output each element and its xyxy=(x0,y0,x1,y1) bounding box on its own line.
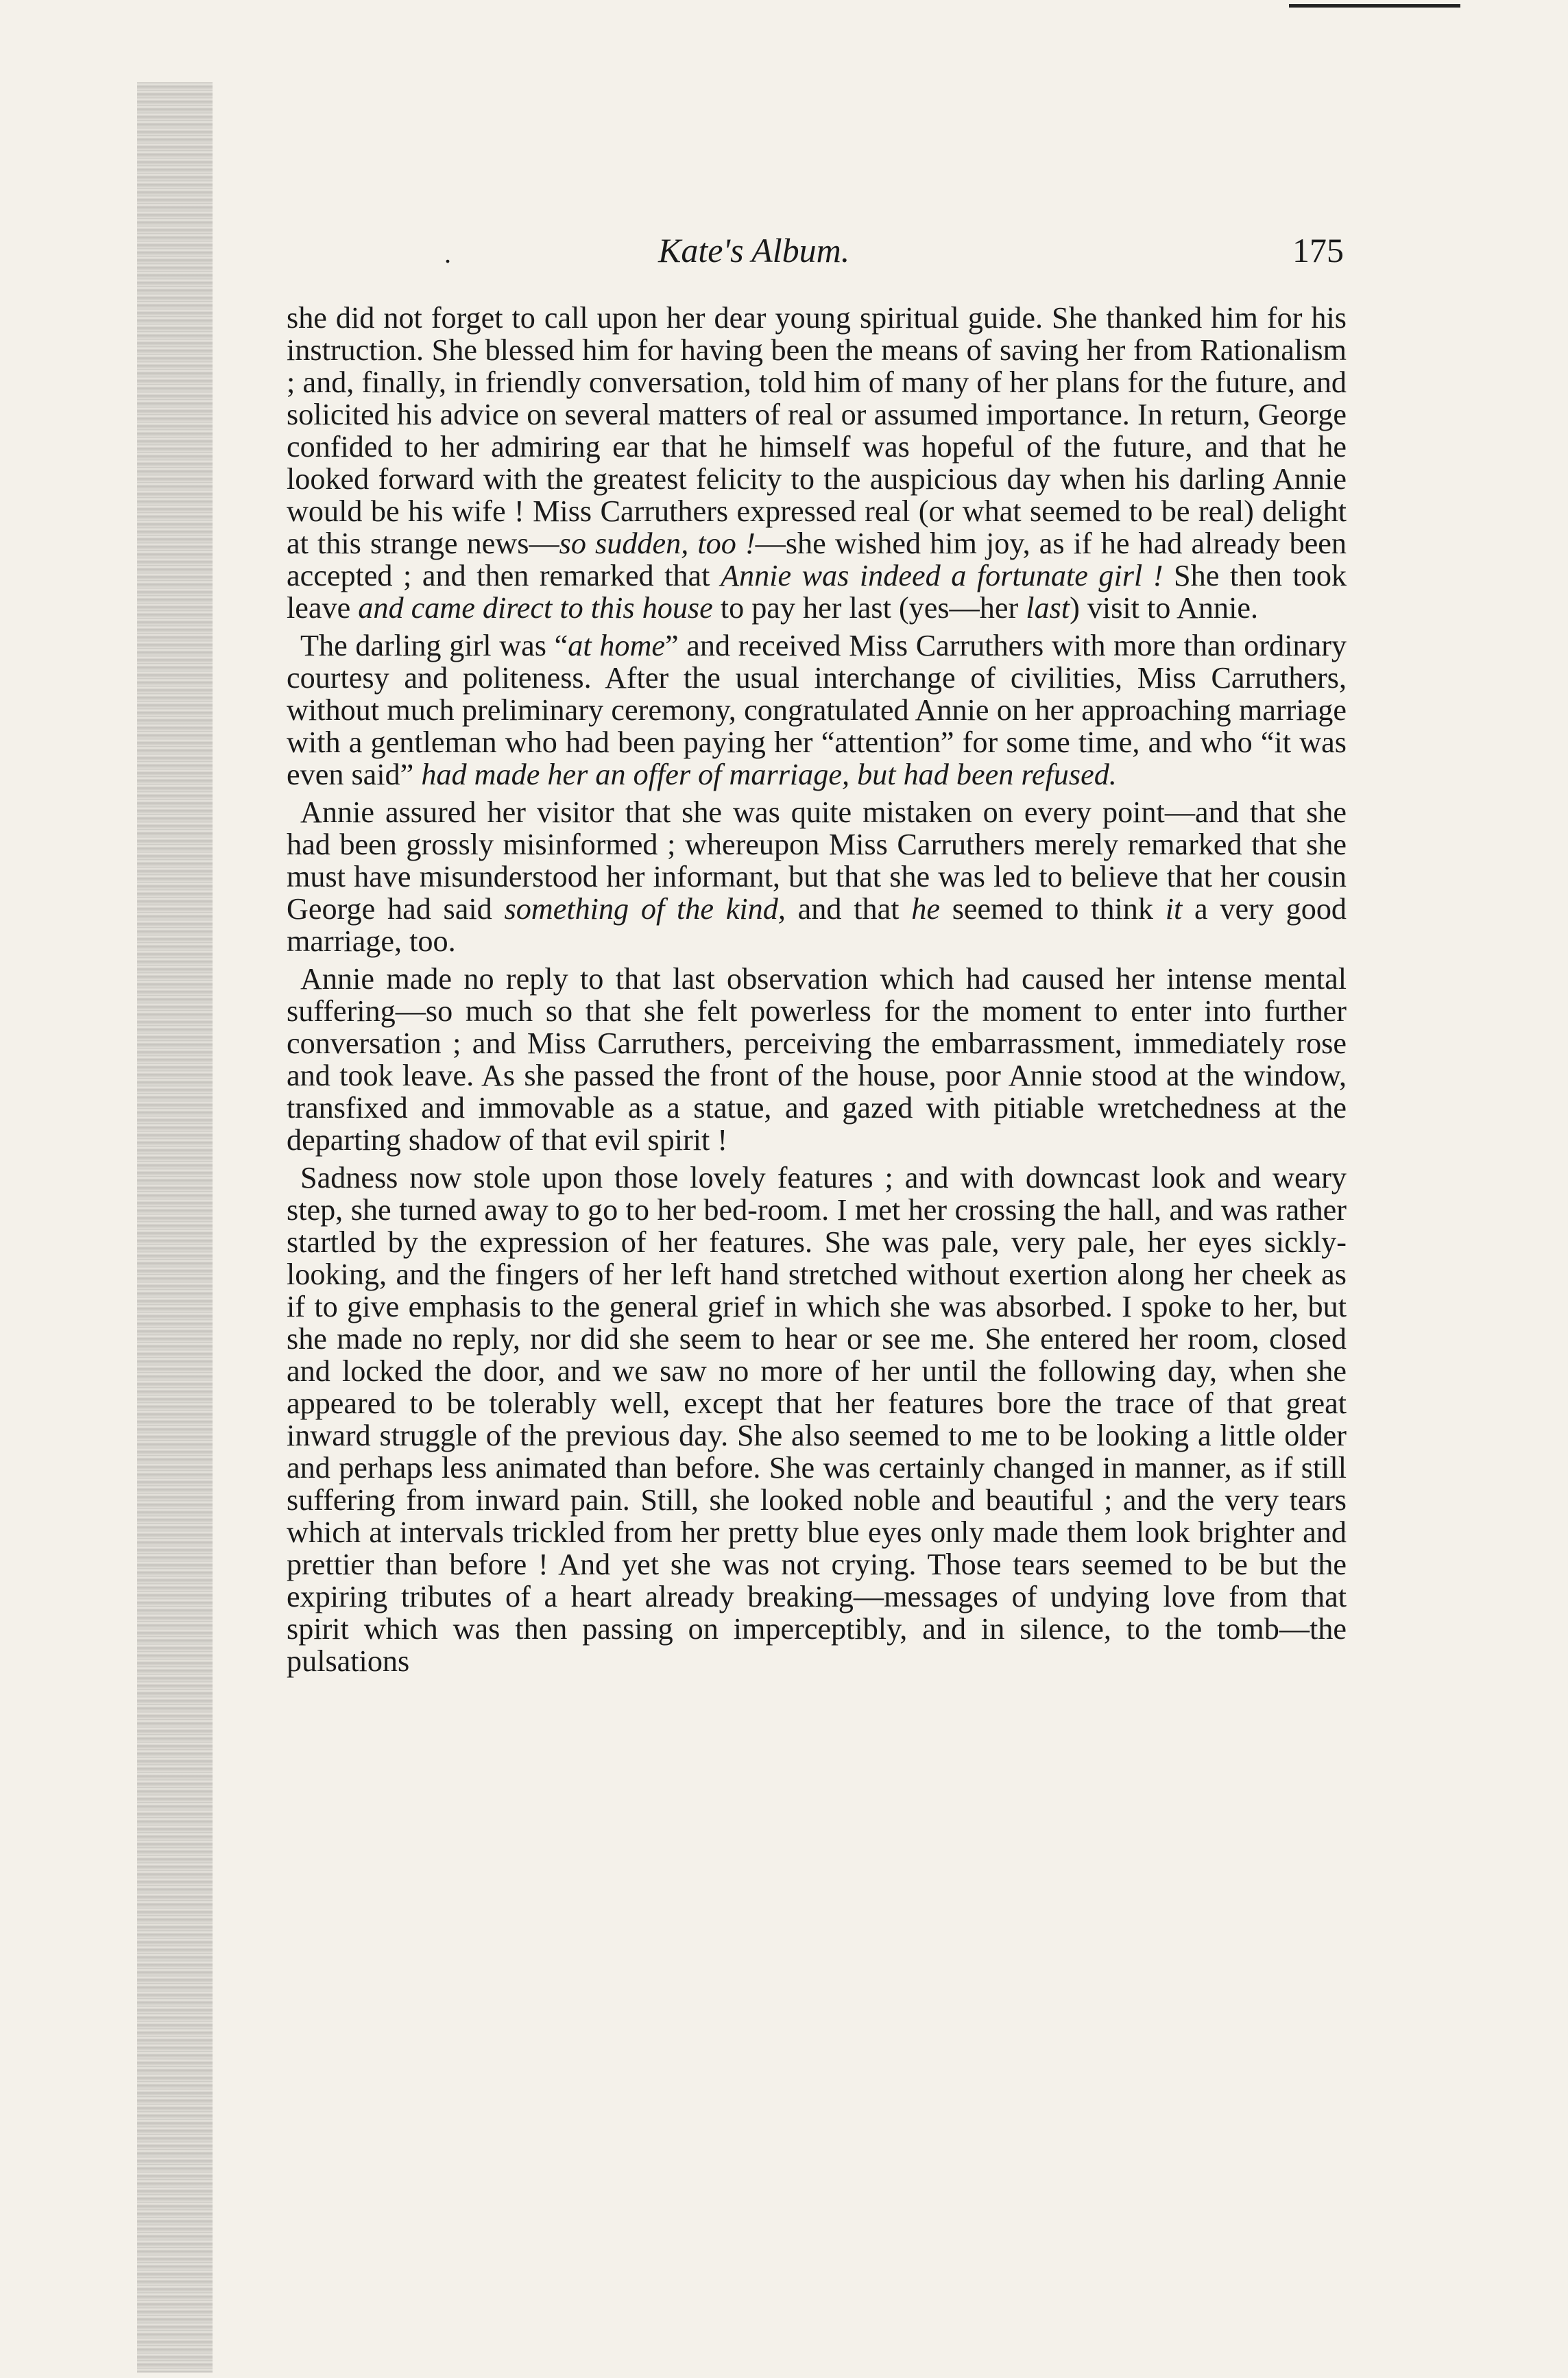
text-run: she did not forget to call upon her dear young spiritual guide. She thanked him for his instruction. She blessed him for having been the means of saving her from Rationalism ; and, finally, in friendly conversation, told him of many of her plans for the future, and solicited his advice on several matters of real or assumed importance. In return, George confided to her admiring ear that he himself was hopeful of the future, and that he looked forward with the greatest felicity to the auspicious day when his darling Annie would be his wife ! Miss Carruthers expressed real (or what seemed to be real) delight at this strange news— xyxy=(287,301,1347,560)
paragraph xyxy=(287,963,1347,1156)
italic-run: at home xyxy=(568,629,666,662)
italic-run: something of the kind, xyxy=(504,892,786,926)
header-marker: . xyxy=(444,238,451,269)
italic-run: he xyxy=(911,892,940,926)
paragraph xyxy=(287,796,1347,957)
text-run: a very good marriage, too. xyxy=(287,892,1347,958)
text-run: Sadness now stole upon those lovely features ; and with downcast look and weary step, she turned away to go to her bed-room. I met her crossing the hall, and was rather startled by the expression of her features. She was pale, very pale, her eyes sickly-looking, and the fingers of her left hand stretched without exertion along her cheek as if to give emphasis to the general grief in which she was absorbed. I spoke to her, but she made no reply, nor did she seem to hear or see me. She entered her room, closed and locked the door, and we saw no more of her until the following day, when she appeared to be tolerably well, except that her features bore the trace of that great inward struggle of the previous day. She also seemed to me to be looking a little older and perhaps less animated than before. She was certainly changed in manner, as if still suffering from inward pain. Still, she looked noble and beautiful ; and the very tears which at intervals trickled from her pretty blue eyes only made them look brighter and prettier than before ! And yet she was not crying. Those tears seemed to be but the expiring tributes of a heart already breaking—messages of undying love from that spirit which was then passing on imperceptibly, and in silence, to the tomb—the pulsations xyxy=(287,1161,1347,1678)
text-run: She then took leave xyxy=(287,559,1347,625)
text-run: Annie assured her visitor that she was quite mistaken on every point—and that she had been grossly misinformed ; whereupon Miss Carruthers merely remarked that she must have misunderstood her informant, but that she was led to believe that her cousin George had said xyxy=(287,795,1347,926)
running-title: Kate's Album. xyxy=(658,231,850,269)
italic-run: so sudden, too ! xyxy=(559,527,756,560)
text-run: Annie made no reply to that last observation which had caused her intense mental suffering—so much so that she felt powerless for the moment to enter into further conversation ; and Miss Carruthers, perceiving the embarrassment, immediately rose and took leave. As she passed the front of the house, poor Annie stood at the window, transfixed and immovable as a statue, and gazed with pitiable wretchedness at the departing shadow of that evil spirit ! xyxy=(287,962,1347,1157)
text-run: to pay her last (yes—her xyxy=(712,591,1026,625)
body-text xyxy=(287,302,1347,2352)
italic-run: last xyxy=(1026,591,1070,625)
text-run: The darling girl was “ xyxy=(300,629,568,662)
paragraph xyxy=(287,302,1347,624)
italic-run: had made her an offer of marriage, but had been refused. xyxy=(421,758,1117,791)
text-run: —she wished him joy, as if he had already been accepted ; and then remarked that xyxy=(287,527,1347,592)
top-rule xyxy=(1289,4,1460,8)
text-run: seemed to think xyxy=(939,892,1166,926)
text-run: and that xyxy=(785,892,912,926)
italic-run: and came direct to this house xyxy=(358,591,713,625)
text-run: ” and received Miss Carruthers with more than ordinary courtesy and politeness. After the usual interchange of civilities, Miss Carruthers, without much preliminary ceremony, congratulated Annie on her approaching marriage with a gentleman who had been paying her “attention” for some time, and who “it was even said” xyxy=(287,629,1347,791)
page-header xyxy=(288,230,1344,278)
page-number: 175 xyxy=(1292,231,1344,269)
italic-run: it xyxy=(1165,892,1183,926)
paragraph xyxy=(287,1162,1347,1677)
italic-run: Annie was indeed a fortunate girl ! xyxy=(720,559,1163,592)
scan-binding-edge xyxy=(137,82,213,2373)
text-run: ) visit to Annie. xyxy=(1070,591,1259,625)
paragraph xyxy=(287,629,1347,791)
